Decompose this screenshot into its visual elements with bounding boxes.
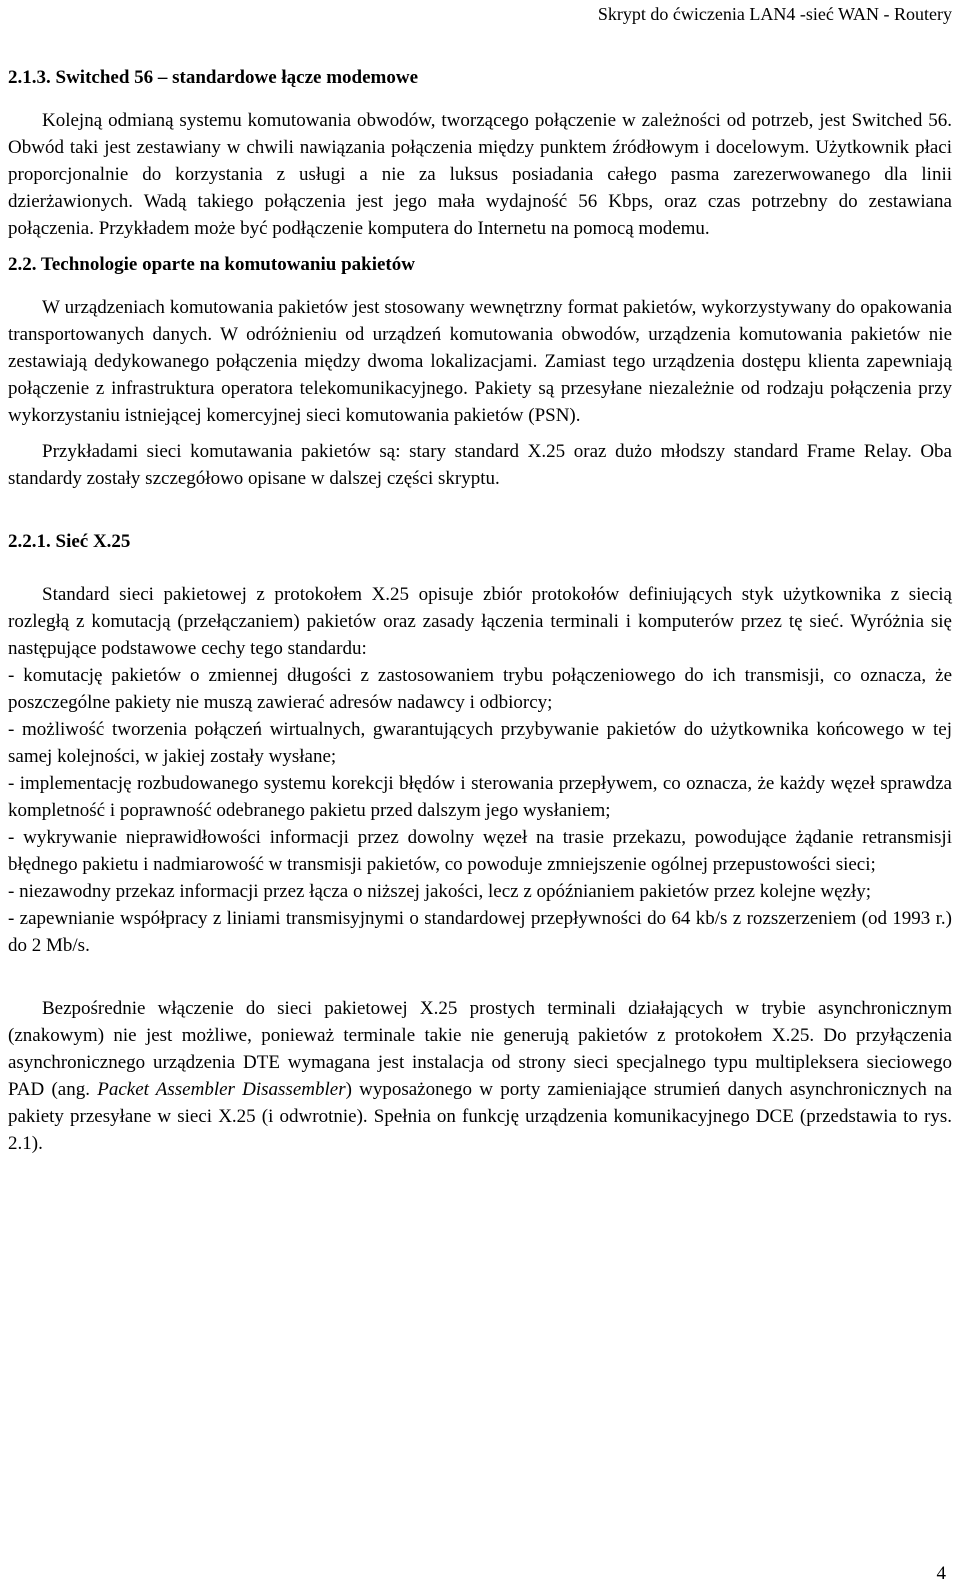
paragraph-packet-examples: Przykładami sieci komutawania pakietów są: stary standard X.25 oraz dużo młodszy standard Frame Relay. Oba standardy zostały szczegółowo opisane w dalszej części skryptu.: [8, 441, 952, 489]
section-heading-2-2-1: 2.2.1. Sieć X.25: [8, 531, 131, 552]
document-body: [8, 64, 952, 1157]
page-number: 4: [936, 1563, 946, 1584]
list-item: - niezawodny przekaz informacji przez łącza o niższej jakości, lecz z opóźnianiem pakietów przez kolejne węzły;: [8, 881, 872, 902]
section-heading-2-2: 2.2. Technologie oparte na komutowaniu pakietów: [8, 254, 415, 275]
running-header: Skrypt do ćwiczenia LAN4 -sieć WAN - Routery: [597, 4, 952, 24]
list-item: - wykrywanie nieprawidłowości informacji przez dowolny węzeł na trasie przekazu, powodujące żądanie retransmisji błędnego pakietu i nadmiarowość w transmisji pakietów, co powoduje zmniejszenie ogólnej przepustowości sieci;: [8, 827, 952, 875]
pad-text-part2: ) wyposażonego w porty zamieniające strumień danych asynchronicznych na pakiety przesyłane w sieci X.25 (i odwrotnie). Spełnia on funkcję urządzenia komunikacyjnego DCE (przedstawia to rys. 2.1).: [8, 1079, 953, 1154]
section-heading-2-1-3: 2.1.3. Switched 56 – standardowe łącze modemowe: [8, 67, 419, 88]
list-item: - możliwość tworzenia połączeń wirtualnych, gwarantujących przybywanie pakietów do użytkownika końcowego w tej samej kolejności, w jakiej zostały wysłane;: [8, 719, 952, 767]
list-item: - komutację pakietów o zmiennej długości z zastosowaniem trybu połączeniowego do ich transmisji, co oznacza, że poszczególne pakiety nie muszą zawierać adresów nadawcy i odbiorcy;: [8, 665, 952, 713]
pad-text-part1: Bezpośrednie włączenie do sieci pakietowej X.25 prostych terminali działających w trybie asynchronicznym (znakowym) nie jest możliwe, ponieważ terminale takie nie generują pakietów z protokołem X.25. Do przyłączenia asynchronicznego urządzenia DTE wymagana jest instalacja od strony sieci specjalnego typu multipleksera sieciowego PAD (ang.: [8, 998, 952, 1100]
paragraph-pad-multiplexer: [8, 995, 952, 1157]
paragraph-packet-switching: W urządzeniach komutowania pakietów jest stosowany wewnętrzny format pakietów, wykorzystywany do opakowania transportowanych danych. W odróżnieniu od urządzeń komutowania obwodów, urządzenia komutowania pakietów nie zestawiają dedykowanego połączenia między dwoma lokalizacjami. Zamiast tego urządzenia dostępu klienta zapewniają połączenie z infrastruktura operatora telekomunikacyjnego. Pakiety są przesyłane niezależnie od rodzaju połączenia przy wykorzystaniu istniejącej komercyjnej sieci komutowania pakietów (PSN).: [8, 297, 952, 426]
list-item: - zapewnianie współpracy z liniami transmisyjnymi o standardowej przepływności do 64 kb/s z rozszerzeniem (od 1993 r.) do 2 Mb/s.: [8, 908, 952, 956]
list-item: - implementację rozbudowanego systemu korekcji błędów i sterowania przepływem, co oznacza, że każdy węzeł sprawdza kompletność i poprawność odebranego pakietu przed dalszym jego wysłaniem;: [8, 773, 952, 821]
paragraph-x25-standard: Standard sieci pakietowej z protokołem X.25 opisuje zbiór protokołów definiujących styk użytkownika z siecią rozległą z komutacją (przełączaniem) pakietów oraz zasady łączenia terminali i komputerów przez tę sieć. Wyróżnia się następujące podstawowe cechy tego standardu:: [8, 584, 952, 659]
pad-term-italic: Packet Assembler Disassembler: [97, 1079, 346, 1100]
paragraph-switched-56: Kolejną odmianą systemu komutowania obwodów, tworzącego połączenie w zależności od potrzeb, jest Switched 56. Obwód taki jest zestawiany w chwili nawiązania połączenia między punktem źródłowym i docelowym. Użytkownik płaci proporcjonalnie do korzystania z usługi a nie za luksus posiadania całego pasma zarezerwowanego dla linii dzierżawionych. Wadą takiego połączenia jest jego mała wydajność 56 Kbps, oraz czas potrzebny do zestawiana połączenia. Przykładem może być podłączenie komputera do Internetu na pomocą modemu.: [8, 110, 952, 239]
